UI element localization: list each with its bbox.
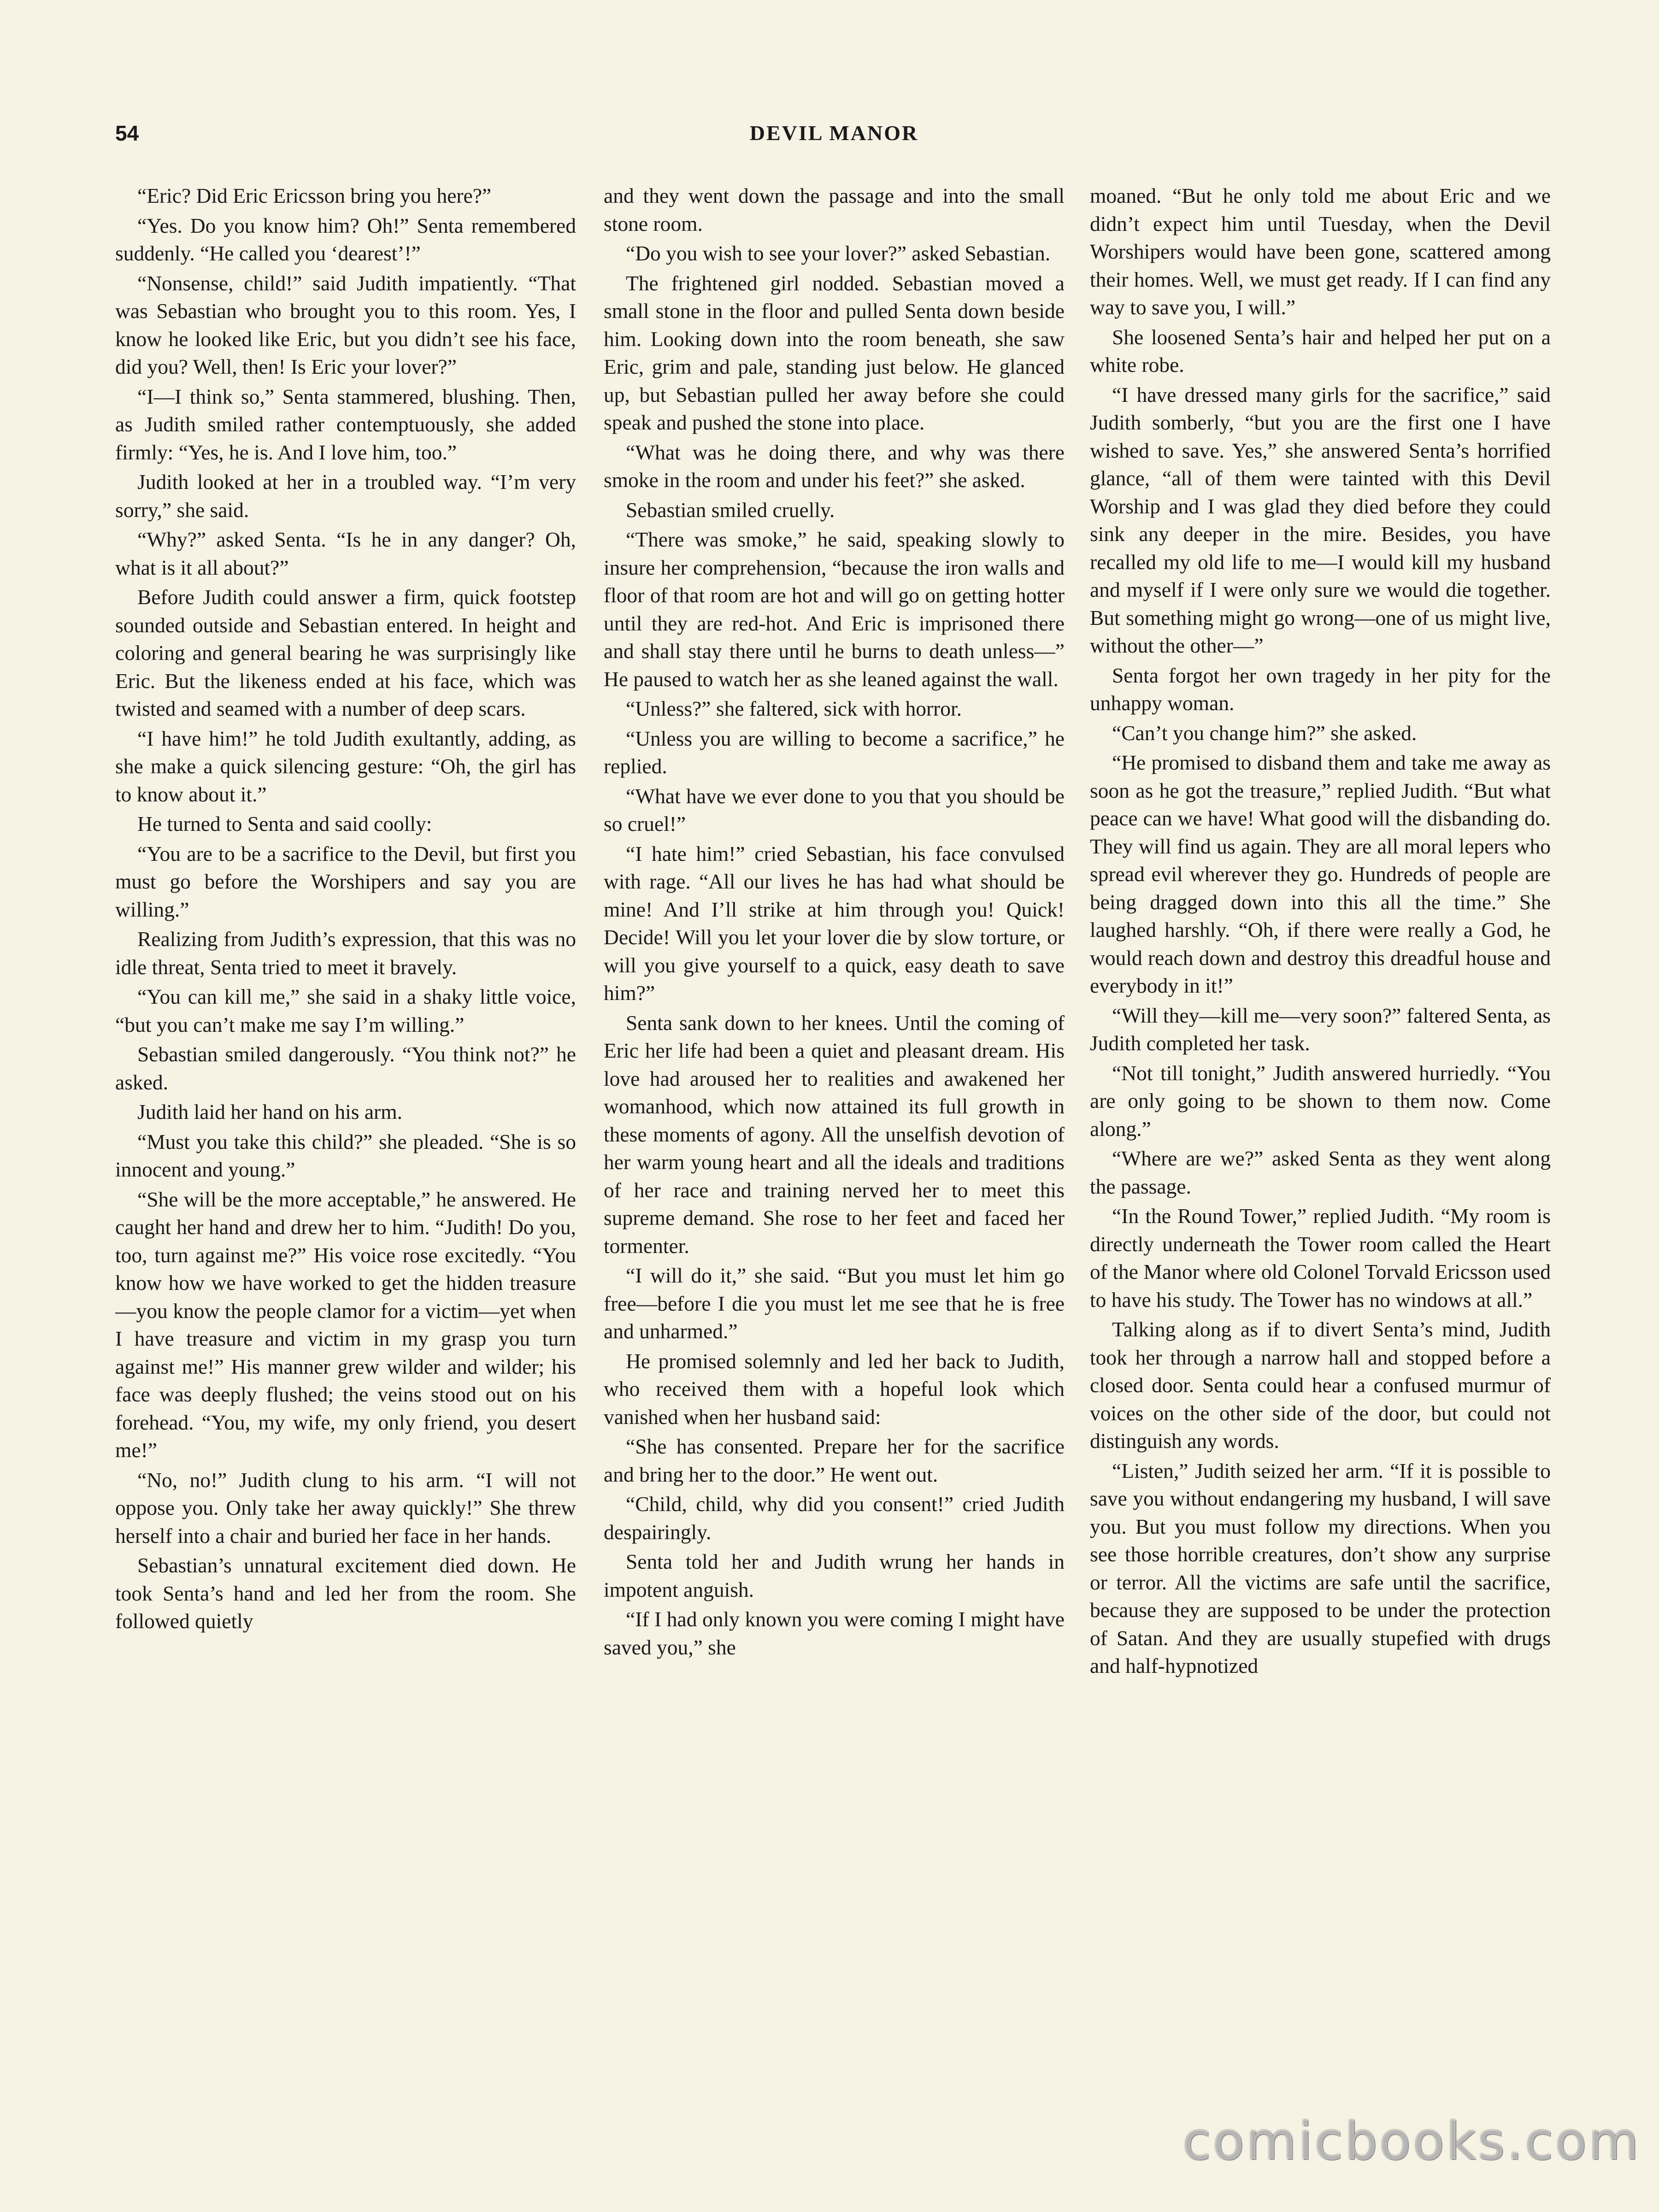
- paragraph: He turned to Senta and said coolly:: [137, 812, 432, 835]
- paragraph: “Will they—kill me—very soon?” faltered Senta, as Judith completed her task.: [1090, 1003, 1551, 1055]
- paragraph: “Do you wish to see your lover?” asked Sebastian.: [626, 241, 1051, 265]
- paragraph: “Unless?” she faltered, sick with horror.: [626, 697, 962, 720]
- paragraph: “Must you take this child?” she pleaded. “She is so innocent and young.”: [115, 1130, 576, 1181]
- paragraph: “I hate him!” cried Sebastian, his face convulsed with rage. “All our lives he has had what should be mine! And I’ll strike at him through you! Quick! Decide! Will you let your lover die by slow torture, or will you give yourself to a quick, easy death to save him?”: [604, 841, 1065, 1005]
- paragraph: Senta sank down to her knees. Until the coming of Eric her life had been a quiet and pleasant dream. His love had aroused her to realities and awakened her womanhood, which now attained its full growth in these moments of agony. All the unselfish devotion of her warm young heart and all the ideals and traditions of her race and training nerved her to meet this supreme demand. She rose to her feet and faced her tormenter.: [604, 1011, 1065, 1258]
- paragraph: The frightened girl nodded. Sebastian moved a small stone in the floor and pulled Senta down beside him. Looking down into the room beneath, she saw Eric, grim and pale, standing just below. He glanced up, but Sebastian pulled her away before she could speak and pushed the stone into place.: [604, 271, 1065, 434]
- paragraph: “I will do it,” she said. “But you must let him go free—before I die you must let me see that he is free and unharmed.”: [604, 1264, 1065, 1343]
- paragraph: “There was smoke,” he said, speaking slowly to insure her comprehension, “because the iron walls and floor of that room are hot and will go on getting hotter until they are red-hot. And Eric is imprisoned there and shall stay there until he burns to death unless—” He paused to watch her as she leaned against the wall.: [604, 528, 1065, 691]
- paragraph: Senta told her and Judith wrung her hands in impotent anguish.: [604, 1550, 1065, 1601]
- paragraph: He promised solemnly and led her back to Judith, who received them with a hopeful look which vanished when her husband said:: [604, 1349, 1065, 1429]
- page-header: [115, 121, 1553, 153]
- paragraph: “What was he doing there, and why was there smoke in the room and under his feet?” she asked.: [604, 440, 1065, 492]
- paragraph: “I—I think so,” Senta stammered, blushing. Then, as Judith smiled rather contemptuously, she added firmly: “Yes, he is. And I love him, too.”: [115, 384, 576, 464]
- paragraph: Before Judith could answer a firm, quick footstep sounded outside and Sebastian entered. In height and coloring and general bearing he was surprisingly like Eric. But the likeness ended at his face, which was twisted and seamed with a number of deep scars.: [115, 585, 576, 720]
- paragraph: “He promised to disband them and take me away as soon as he got the treasure,” replied Judith. “But what peace can we have! What good will the disbanding do. They will find us again. They are all moral lepers who spread evil wherever they go. Hundreds of people are being dragged down into this all the time.” She laughed harshly. “Oh, if there were really a God, he would reach down and destroy this dreadful house and everybody in it!”: [1090, 751, 1551, 997]
- paragraph: “Nonsense, child!” said Judith impatiently. “That was Sebastian who brought you to this room. Yes, I know he looked like Eric, but you didn’t see his face, did you? Well, then! Is Eric your lover?”: [115, 271, 576, 378]
- paragraph: “Can’t you change him?” she asked.: [1112, 721, 1417, 745]
- paragraph: “Why?” asked Senta. “Is he in any danger? Oh, what is it all about?”: [115, 528, 576, 579]
- paragraph: “You are to be a sacrifice to the Devil, but first you must go before the Worshipers and say you are willing.”: [115, 841, 576, 921]
- paragraph: “Not till tonight,” Judith answered hurriedly. “You are only going to be shown to them now. Come along.”: [1090, 1061, 1551, 1141]
- paragraph: Judith laid her hand on his arm.: [137, 1100, 402, 1124]
- page-number: 54: [115, 121, 139, 145]
- paragraph: “Yes. Do you know him? Oh!” Senta remembered suddenly. “He called you ‘dearest’!”: [115, 213, 576, 265]
- paragraph: “She will be the more acceptable,” he answered. He caught her hand and drew her to him. “Judith! Do you, too, turn against me?” His voice rose excitedly. “You know how we have worked to get the hidden treasure—you know the people clamor for a victim—yet when I have treasure and victim in my grasp you turn against me!” His manner grew wilder and wilder; his face was deeply flushed; the veins stood out on his forehead. “You, my wife, my only friend, you desert me!”: [115, 1187, 576, 1462]
- paragraph: Talking along as if to divert Senta’s mind, Judith took her through a narrow hall and stopped before a closed door. Senta could hear a confused murmur of voices on the other side of the door, but could not distinguish any words.: [1090, 1318, 1551, 1453]
- paragraph: She loosened Senta’s hair and helped her put on a white robe.: [1090, 325, 1551, 377]
- paragraph: Judith looked at her in a troubled way. “I’m very sorry,” she said.: [115, 470, 576, 522]
- text-column-1: [115, 182, 576, 2099]
- paragraph: Realizing from Judith’s expression, that this was no idle threat, Senta tried to meet it bravely.: [115, 927, 576, 979]
- paragraph: “If I had only known you were coming I might have saved you,” she: [604, 1607, 1065, 1659]
- paragraph: “What have we ever done to you that you should be so cruel!”: [604, 784, 1065, 835]
- paragraph: “I have him!” he told Judith exultantly, adding, as she make a quick silencing gesture: “Oh, the girl has to know about it.”: [115, 726, 576, 806]
- paragraph: Sebastian smiled dangerously. “You think not?” he asked.: [115, 1042, 576, 1094]
- paragraph: “No, no!” Judith clung to his arm. “I will not oppose you. Only take her away quickly!” She threw herself into a chair and buried her face in her hands.: [115, 1468, 576, 1547]
- paragraph: Senta forgot her own tragedy in her pity for the unhappy woman.: [1090, 663, 1551, 715]
- paragraph: “In the Round Tower,” replied Judith. “My room is directly underneath the Tower room called the Heart of the Manor where old Colonel Torvald Ericsson used to have his study. The Tower has no windows at all.”: [1090, 1204, 1551, 1312]
- paragraph: and they went down the passage and into the small stone room.: [604, 184, 1065, 235]
- watermark: comicbooks.com: [1182, 2112, 1641, 2171]
- paragraph: “Eric? Did Eric Ericsson bring you here?”: [137, 184, 492, 207]
- paragraph: moaned. “But he only told me about Eric and we didn’t expect him until Tuesday, when the Devil Worshipers would have been gone, scattered among their homes. Well, we must get ready. If I can find any way to save you, I will.”: [1090, 184, 1551, 319]
- text-column-3: [1090, 182, 1551, 2099]
- text-column-2: [604, 182, 1065, 2099]
- paragraph: “You can kill me,” she said in a shaky little voice, “but you can’t make me say I’m willing.”: [115, 985, 576, 1036]
- paragraph: “Listen,” Judith seized her arm. “If it is possible to save you without endangering my husband, I will save you. But you must follow my directions. When you see those horrible creatures, don’t show any surprise or terror. All the victims are safe until the sacrifice, because they are supposed to be under the protection of Satan. And they are usually stupefied with drugs and half-hypnotized: [1090, 1459, 1551, 1677]
- paragraph: “Where are we?” asked Senta as they went along the passage.: [1090, 1147, 1551, 1198]
- paragraph: Sebastian’s unnatural excitement died down. He took Senta’s hand and led her from the room. She followed quietly: [115, 1553, 576, 1633]
- paragraph: Sebastian smiled cruelly.: [626, 498, 835, 522]
- paragraph: “I have dressed many girls for the sacrifice,” said Judith somberly, “but you are the first one I have wished to save. Yes,” she answered Senta’s horrified glance, “all of them were tainted with this Devil Worship and I was glad they died before they could sink any deeper in the mire. Besides, you have recalled my old life to me—I would kill my husband and myself if I were only sure we would die together. But something might go wrong—one of us might live, without the other—”: [1090, 382, 1551, 657]
- running-head: DEVIL MANOR: [749, 121, 919, 145]
- paragraph: “Unless you are willing to become a sacrifice,” he replied.: [604, 726, 1065, 778]
- paragraph: “Child, child, why did you consent!” cried Judith despairingly.: [604, 1492, 1065, 1544]
- paragraph: “She has consented. Prepare her for the sacrifice and bring her to the door.” He went out.: [604, 1435, 1065, 1486]
